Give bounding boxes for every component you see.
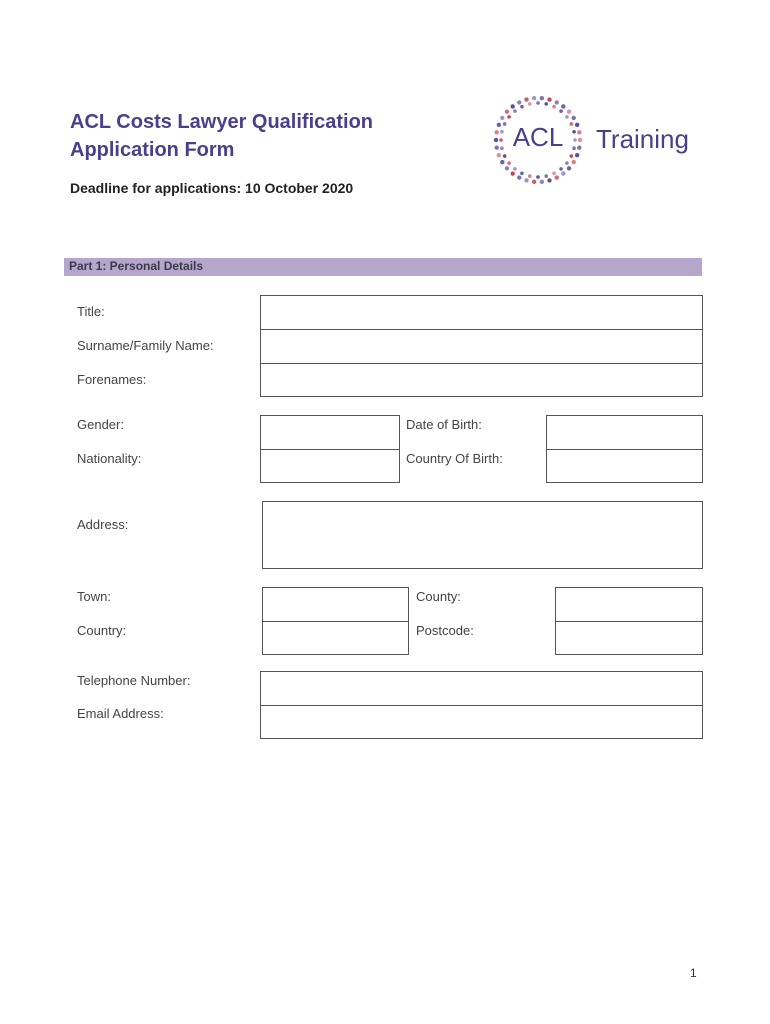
page-number: 1 (690, 966, 697, 980)
email-field[interactable] (260, 705, 703, 739)
town-label: Town: (77, 589, 111, 604)
logo-acl-text: ACL (512, 122, 564, 152)
title-line-2: Application Form (70, 139, 235, 161)
country-of-birth-label: Country Of Birth: (406, 451, 503, 466)
nationality-field[interactable] (260, 449, 400, 483)
surname-label: Surname/Family Name: (77, 338, 214, 353)
section-header (64, 258, 702, 276)
date-of-birth-field[interactable] (546, 415, 703, 450)
gender-field[interactable] (260, 415, 400, 450)
gender-label: Gender: (77, 417, 124, 432)
surname-field[interactable] (260, 329, 703, 364)
section-title: Part 1: Personal Details (69, 259, 204, 273)
page-title (70, 108, 450, 164)
email-label: Email Address: (77, 706, 164, 721)
title-field[interactable] (260, 295, 703, 330)
forenames-field[interactable] (260, 363, 703, 397)
telephone-label: Telephone Number: (77, 673, 191, 688)
country-field[interactable] (262, 621, 409, 655)
deadline-text: Deadline for applications: 10 October 2020 (70, 180, 354, 196)
postcode-field[interactable] (555, 621, 703, 655)
country-of-birth-field[interactable] (546, 449, 703, 483)
forenames-label: Forenames: (77, 372, 147, 387)
country-label: Country: (77, 623, 127, 638)
nationality-label: Nationality: (77, 451, 142, 466)
telephone-field[interactable] (260, 671, 703, 706)
county-label: County: (416, 589, 461, 604)
date-of-birth-label: Date of Birth: (406, 417, 482, 432)
county-field[interactable] (555, 587, 703, 622)
town-field[interactable] (262, 587, 409, 622)
title-line-1: ACL Costs Lawyer Qualification (70, 111, 374, 133)
acl-training-logo (492, 94, 702, 186)
address-label: Address: (77, 517, 129, 532)
postcode-label: Postcode: (416, 623, 474, 638)
logo-training-text: Training (596, 124, 689, 154)
address-field[interactable] (262, 501, 703, 569)
title-label: Title: (77, 304, 105, 319)
